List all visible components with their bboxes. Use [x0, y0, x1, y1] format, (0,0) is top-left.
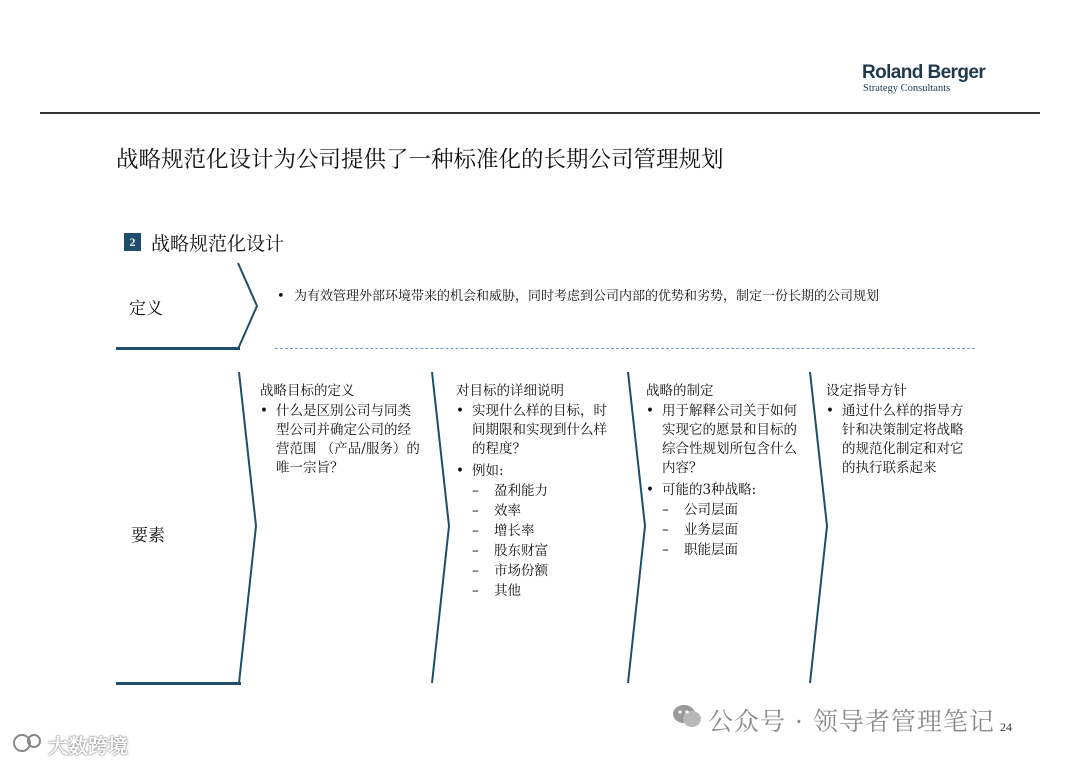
elements-underline: [116, 682, 241, 685]
element-column-2: [456, 382, 618, 601]
bullet-dot: •: [456, 403, 464, 419]
element-column-4: [826, 382, 968, 478]
elements-chevron-2: [432, 372, 449, 683]
roland-berger-logo: Roland Berger: [862, 62, 986, 83]
element-column-1: [260, 382, 422, 478]
sub-item: – 业务层面: [662, 522, 738, 538]
bullet-item: [456, 462, 618, 481]
sub-item-text: 盈利能力: [494, 483, 548, 499]
column-header: 对目标的详细说明: [456, 383, 564, 399]
definition-text: 为有效管理外部环境带来的机会和威胁，同时考虑到公司内部的优势和劣势，制定一份长期的公司规划: [294, 289, 880, 304]
wechat-watermark: 公众号 · 领导者管理笔记: [708, 707, 995, 736]
sub-item: – 其他: [472, 583, 521, 599]
dashed-divider: [275, 348, 975, 349]
elements-label: 要素: [131, 526, 165, 546]
bullet-text: 例如:: [472, 463, 504, 479]
elements-chevron-1: [239, 372, 256, 683]
column-header: 设定指导方针: [826, 383, 907, 399]
sub-item: – 职能层面: [662, 542, 738, 558]
bullet-item: [260, 402, 422, 478]
sub-item-text: 职能层面: [684, 542, 738, 558]
sub-item: – 效率: [472, 503, 521, 519]
bullet-text: 什么是区别公司与同类型公司并确定公司的经营范围 （产品/服务）的唯一宗旨？: [276, 403, 420, 476]
column-header: 战略的制定: [646, 383, 714, 399]
left-watermark: 大数跨境: [48, 734, 128, 758]
bullet-text: 用于解释公司关于如何实现它的愿景和目标的综合性规划所包含什么内容？: [662, 403, 797, 476]
sub-item: – 公司层面: [662, 502, 738, 518]
bullet-text: 通过什么样的指导方针和决策制定将战略的规范化制定和对它的执行联系起来: [842, 403, 964, 476]
sub-item-text: 市场份额: [494, 563, 548, 579]
sub-item-text: 效率: [494, 503, 521, 519]
section-title: 战略规范化设计: [151, 233, 285, 255]
bullet-item: [646, 481, 804, 500]
bullet-item: [456, 402, 618, 459]
sub-item-text: 业务层面: [684, 522, 738, 538]
sub-item: – 盈利能力: [472, 483, 548, 499]
bullet-item: [646, 402, 804, 478]
definition-chevron: [238, 263, 257, 349]
sub-item-text: 公司层面: [684, 502, 738, 518]
sub-item: – 市场份额: [472, 563, 548, 579]
definition-underline: [116, 347, 240, 350]
sub-item-text: 其他: [494, 583, 521, 599]
definition-label: 定义: [129, 299, 163, 319]
wechat-icon: [672, 702, 702, 730]
sub-item-text: 增长率: [494, 523, 535, 539]
bullet-text: 实现什么样的目标，时间期限和实现到什么样的程度？: [472, 403, 607, 457]
section-number-badge: 2: [124, 233, 141, 251]
bullet-dot: •: [277, 289, 285, 304]
elements-chevron-3: [628, 372, 645, 683]
column-header: 战略目标的定义: [260, 383, 355, 399]
bullet-dot: •: [826, 403, 834, 419]
sub-item: – 股东财富: [472, 543, 548, 559]
sub-item: – 增长率: [472, 523, 535, 539]
bullet-dot: •: [260, 403, 268, 419]
bullet-text: 可能的3种战略:: [662, 482, 757, 498]
elements-chevron-4: [810, 372, 827, 683]
logo-tagline: Strategy Consultants: [863, 83, 951, 94]
bullet-dot: •: [646, 403, 654, 419]
definition-bullet: [277, 287, 957, 306]
bullet-dot: •: [646, 482, 654, 498]
bullet-dot: •: [456, 463, 464, 479]
element-column-3: [646, 382, 804, 560]
bullet-item: [826, 402, 968, 478]
watermark-logo-icon: [10, 730, 46, 756]
sub-item-text: 股东财富: [494, 543, 548, 559]
slide-title: 战略规范化设计为公司提供了一种标准化的长期公司管理规划: [116, 147, 724, 173]
page-number: 24: [1000, 720, 1012, 734]
